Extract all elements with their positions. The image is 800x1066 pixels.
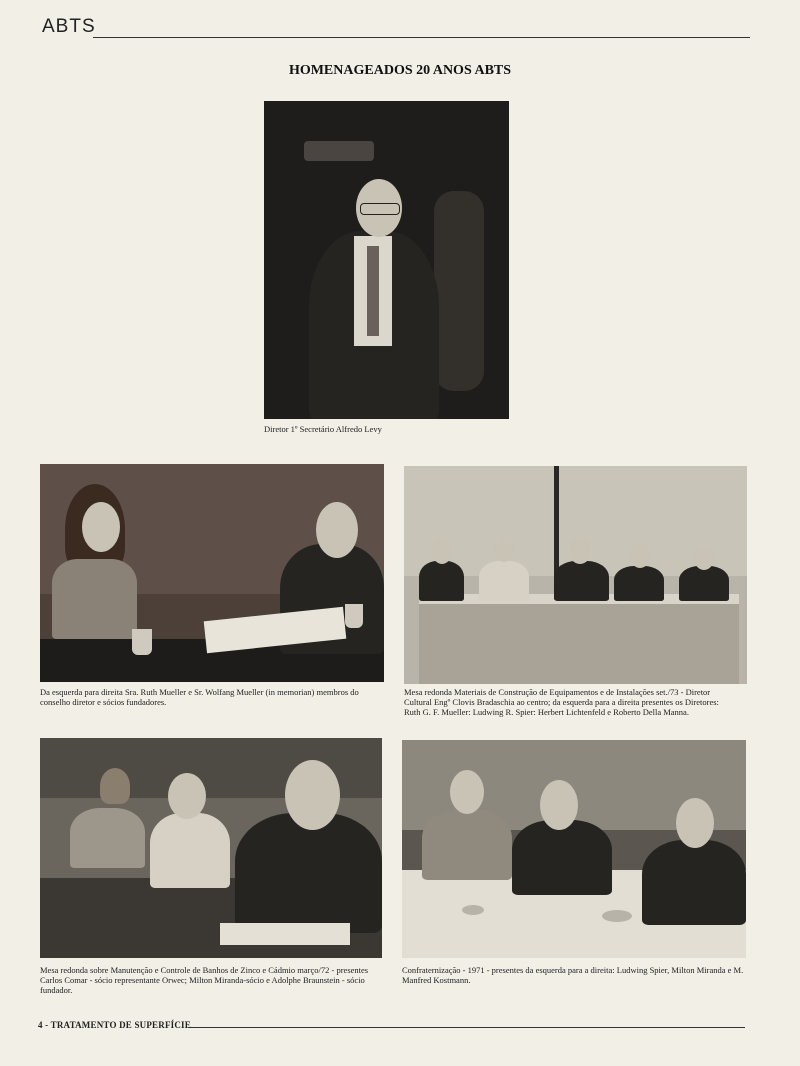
person-1 <box>419 561 464 601</box>
header-logo: ABTS <box>42 16 96 37</box>
person-middle <box>150 813 230 888</box>
caption-mesa-redonda-zinco: Mesa redonda sobre Manutenção e Controle de Banhos de Zinco e Cádmio março/72 - presentes Carlos Comar - sócio representante Orwec; Milton Miranda-sócio e Adolphe Braunstein - sócio fundador. <box>40 965 369 995</box>
man-tie <box>367 246 379 336</box>
person-2-head <box>494 536 514 562</box>
glasses <box>360 203 400 215</box>
person-left <box>70 808 145 868</box>
person-right <box>642 840 746 925</box>
photo-mesa-redonda-construcao <box>404 466 747 684</box>
header-rule <box>93 37 750 38</box>
papers <box>220 923 350 945</box>
man-head <box>316 502 358 558</box>
table-front <box>419 601 739 684</box>
person-1-head <box>432 538 452 564</box>
person-left <box>422 810 512 880</box>
person-right-head <box>676 798 714 848</box>
person-middle <box>512 820 612 895</box>
caption-confraternizacao: Confraternização - 1971 - presentes da esquerda para a direita: Ludwing Spier, Milton Miranda e M. Manfred Kostmann. <box>402 965 744 985</box>
plate <box>602 910 632 922</box>
water-glass <box>132 629 152 655</box>
background-figure <box>434 191 484 391</box>
water-glass <box>345 604 363 628</box>
photo-mesa-redonda-zinco <box>40 738 382 958</box>
person-4-head <box>630 544 650 568</box>
photo-confraternizacao <box>402 740 746 958</box>
photo-ruth-wolfang-mueller <box>40 464 384 682</box>
pillar <box>554 466 559 576</box>
caption-ruth-wolfang-mueller: Da esquerda para direita Sra. Ruth Mueller e Sr. Wolfang Mueller (in memorian) membros do conselho diretor e sócios fundadores. <box>40 687 359 707</box>
person-4 <box>614 566 664 601</box>
person-3 <box>554 561 609 601</box>
person-3-head <box>569 538 591 564</box>
person-middle-head <box>540 780 578 830</box>
person-middle-head <box>168 773 206 819</box>
footer-label: 4 - TRATAMENTO DE SUPERFÍCIE <box>38 1020 191 1030</box>
person-right-head <box>285 760 340 830</box>
photo-alfredo-levy <box>264 101 509 419</box>
person-left-head <box>100 768 130 804</box>
background-light <box>304 141 374 161</box>
person-2 <box>479 561 529 601</box>
page-title: HOMENAGEADOS 20 ANOS ABTS <box>288 63 512 78</box>
footer-rule <box>188 1027 745 1028</box>
person-5 <box>679 566 729 601</box>
woman-head <box>82 502 120 552</box>
woman-dress <box>52 559 137 639</box>
caption-alfredo-levy: Diretor 1º Secretário Alfredo Levy <box>264 424 382 434</box>
plate <box>462 905 484 915</box>
caption-mesa-redonda-construcao: Mesa redonda Materiais de Construção de Equipamentos e de Instalações set./73 - Diretor Cultural Engº Clovis Bradaschia ao centro; da esquerda para a direita presentes os Diretores: Ruth G. F. Mueller: Ludwing R. Spier: Herbert Lichtenfeld e Roberto Della Manna. <box>404 687 719 717</box>
person-right-suit <box>235 813 382 933</box>
person-left-head <box>450 770 484 814</box>
person-5-head <box>694 546 714 570</box>
